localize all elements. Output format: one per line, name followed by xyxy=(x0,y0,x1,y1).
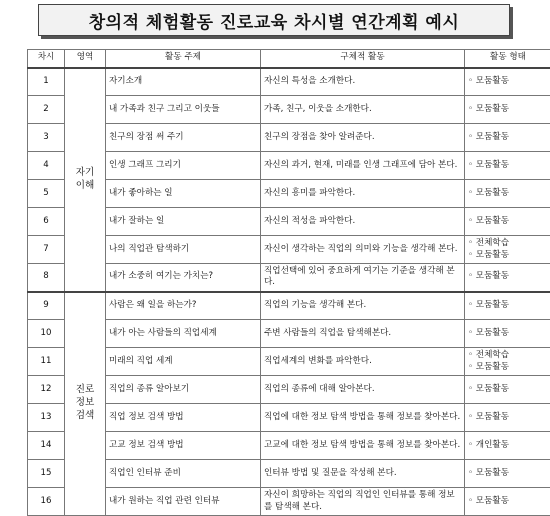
row-topic: 직업인 인터뷰 준비 xyxy=(106,460,261,488)
area-label: 이해 xyxy=(68,180,102,193)
row-topic: 내가 아는 사람들의 직업세계 xyxy=(106,320,261,348)
table-row xyxy=(28,180,550,208)
header-activity: 구체적 활동 xyxy=(261,50,465,68)
row-no: 12 xyxy=(28,376,65,404)
row-topic: 미래의 직업 세계 xyxy=(106,348,261,376)
row-activity: 자신의 과거, 현재, 미래를 인생 그래프에 담아 본다. xyxy=(261,152,465,180)
form-line: ◦ 모둠활동 xyxy=(468,362,548,374)
row-activity: 직업에 대한 정보 탐색 방법을 통해 정보를 찾아본다. xyxy=(261,404,465,432)
row-no: 4 xyxy=(28,152,65,180)
row-topic: 자기소개 xyxy=(106,68,261,96)
table-row xyxy=(28,488,550,516)
row-activity: 직업의 기능을 생각해 본다. xyxy=(261,292,465,320)
row-activity: 직업의 종류에 대해 알아본다. xyxy=(261,376,465,404)
row-form: ◦ 모둠활동 xyxy=(465,376,550,404)
row-no: 13 xyxy=(28,404,65,432)
row-form xyxy=(465,236,550,264)
table-row xyxy=(28,68,550,96)
table-row xyxy=(28,376,550,404)
row-activity: 자신이 생각하는 직업의 의미와 기능을 생각해 본다. xyxy=(261,236,465,264)
row-no: 1 xyxy=(28,68,65,96)
row-no: 8 xyxy=(28,264,65,292)
row-topic: 내가 소중히 여기는 가치는? xyxy=(106,264,261,292)
row-no: 2 xyxy=(28,96,65,124)
header-no: 차시 xyxy=(28,50,65,68)
row-activity: 직업선택에 있어 중요하게 여기는 기준을 생각해 본다. xyxy=(261,264,465,292)
row-no: 14 xyxy=(28,432,65,460)
row-topic: 인생 그래프 그리기 xyxy=(106,152,261,180)
row-no: 11 xyxy=(28,348,65,376)
area-label: 자기 xyxy=(68,167,102,180)
row-topic: 내가 좋아하는 일 xyxy=(106,180,261,208)
area-label: 정보 xyxy=(68,397,102,410)
row-activity: 직업세계의 변화를 파악한다. xyxy=(261,348,465,376)
header-form: 활동 형태 xyxy=(465,50,550,68)
row-topic: 사람은 왜 일을 하는가? xyxy=(106,292,261,320)
row-form: ◦ 모둠활동 xyxy=(465,96,550,124)
row-activity: 고교에 대한 정보 탐색 방법을 통해 정보를 찾아본다. xyxy=(261,432,465,460)
row-topic: 나의 직업관 탐색하기 xyxy=(106,236,261,264)
row-activity: 인터뷰 방법 및 질문을 작성해 본다. xyxy=(261,460,465,488)
table-row xyxy=(28,96,550,124)
row-form: ◦ 개인활동 xyxy=(465,432,550,460)
form-line: ◦ 모둠활동 xyxy=(468,250,548,262)
row-topic: 고교 정보 검색 방법 xyxy=(106,432,261,460)
row-form xyxy=(465,348,550,376)
header-row xyxy=(28,50,550,68)
row-no: 16 xyxy=(28,488,65,516)
table-row xyxy=(28,292,550,320)
header-area: 영역 xyxy=(65,50,106,68)
table-row xyxy=(28,208,550,236)
row-activity: 주변 사람들의 직업을 탐색해본다. xyxy=(261,320,465,348)
table-row xyxy=(28,432,550,460)
row-form: ◦ 모둠활동 xyxy=(465,320,550,348)
form-line: ◦ 전체학습 xyxy=(468,350,548,362)
row-no: 3 xyxy=(28,124,65,152)
row-topic: 직업의 종류 알아보기 xyxy=(106,376,261,404)
page-title: 창의적 체험활동 진로교육 차시별 연간계획 예시 xyxy=(89,8,460,33)
row-form: ◦ 모둠활동 xyxy=(465,404,550,432)
row-activity: 자신의 흥미를 파악한다. xyxy=(261,180,465,208)
table-row xyxy=(28,348,550,376)
table-row xyxy=(28,460,550,488)
row-no: 9 xyxy=(28,292,65,320)
row-form: ◦ 모둠활동 xyxy=(465,180,550,208)
row-form: ◦ 모둠활동 xyxy=(465,292,550,320)
row-no: 15 xyxy=(28,460,65,488)
table-row xyxy=(28,264,550,292)
annual-plan-table xyxy=(27,49,550,516)
area-label: 검색 xyxy=(68,410,102,423)
form-line: ◦ 전체학습 xyxy=(468,238,548,250)
table-row xyxy=(28,152,550,180)
row-no: 6 xyxy=(28,208,65,236)
row-form: ◦ 모둠활동 xyxy=(465,208,550,236)
table-row xyxy=(28,124,550,152)
area-self-understanding xyxy=(65,68,106,292)
table-row xyxy=(28,404,550,432)
row-topic: 내가 원하는 직업 관련 인터뷰 xyxy=(106,488,261,516)
title-box xyxy=(38,4,510,36)
row-activity: 친구의 장점을 찾아 알려준다. xyxy=(261,124,465,152)
row-no: 5 xyxy=(28,180,65,208)
row-no: 10 xyxy=(28,320,65,348)
area-label: 진로 xyxy=(68,384,102,397)
row-activity: 자신의 특성을 소개한다. xyxy=(261,68,465,96)
header-topic: 활동 주제 xyxy=(106,50,261,68)
area-career-info-search xyxy=(65,292,106,516)
table-row xyxy=(28,320,550,348)
row-form: ◦ 모둠활동 xyxy=(465,68,550,96)
row-form: ◦ 모둠활동 xyxy=(465,488,550,516)
row-topic: 친구의 장점 써 주기 xyxy=(106,124,261,152)
row-activity: 자신의 적성을 파악한다. xyxy=(261,208,465,236)
row-form: ◦ 모둠활동 xyxy=(465,152,550,180)
table-row xyxy=(28,236,550,264)
row-form: ◦ 모둠활동 xyxy=(465,460,550,488)
row-activity: 자신이 희망하는 직업의 직업인 인터뷰를 통해 정보를 탐색해 본다. xyxy=(261,488,465,516)
row-form: ◦ 모둠활동 xyxy=(465,264,550,292)
row-form: ◦ 모둠활동 xyxy=(465,124,550,152)
row-topic: 직업 정보 검색 방법 xyxy=(106,404,261,432)
row-topic: 내가 잘하는 일 xyxy=(106,208,261,236)
row-activity: 가족, 친구, 이웃을 소개한다. xyxy=(261,96,465,124)
row-topic: 내 가족과 친구 그리고 이웃들 xyxy=(106,96,261,124)
row-no: 7 xyxy=(28,236,65,264)
